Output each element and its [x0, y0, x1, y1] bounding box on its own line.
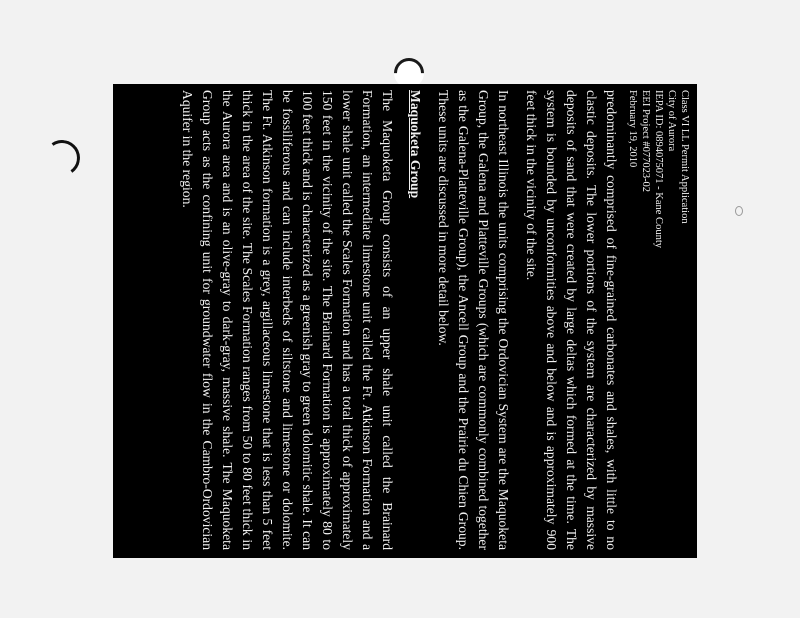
header-line: February 19, 2010 — [627, 90, 638, 168]
header-line: City of Aurora — [666, 90, 677, 152]
body-paragraph: predominantly comprised of fine-grained carbonates and shales, with little to no clastic deposits. The lower portions of the system are characterized by massive deposits of sand that were created by large deltas which formed at the time. The system is bounded by unconformities above and below and is approximately 900 feet thick in the vicinity of the site. — [524, 90, 619, 550]
section-paragraph: The Maquoketa Group consists of an upper shale unit called the Brainard Formation, an intermediate limestone unit called the Ft. Atkinson Formation and a lower shale unit called the Scales Formation and has a total thick of approximately 150 feet in the vicinity of the site. The Brainard Formation is approximately 80 to 100 feet thick and is characterized as a greenish gray to green dolomitic shale. It can be fossiliferous and can include interbeds of siltstone and limestone or dolomite. The Ft. Atkinson formation is a grey, argillaceous limestone that is less than 5 feet thick in the area of the site. The Scales Formation ranges from 50 to 80 feet thick in the Aurora area and is an olive-gray to dark-gray, massive shale. The Maquoketa Group acts as the confining unit for groundwater flow in the Cambro-Ordovician Aquifer in the region. — [180, 90, 395, 550]
body-paragraph: In northeast Illinois the units comprising the Ordovician System are the Maquoketa Group, the Galena and Platteville Groups (which are commonly combined together as the Galena-Platteville Group), the Ancell Group and the Prairie du Chien Group. These units are discussed in more detail below. — [436, 90, 511, 550]
document-header — [626, 90, 691, 550]
scanned-document-page — [113, 84, 697, 558]
rotated-page-content — [113, 84, 697, 558]
section-heading: Maquoketa Group — [408, 90, 423, 199]
header-line: IEPA ID: 0894075071 - Kane County — [653, 90, 664, 248]
scan-dot-mark — [735, 206, 743, 216]
header-line: Class VI LL Permit Application — [679, 90, 690, 224]
header-line: EEI Project #077023-02 — [640, 90, 651, 193]
